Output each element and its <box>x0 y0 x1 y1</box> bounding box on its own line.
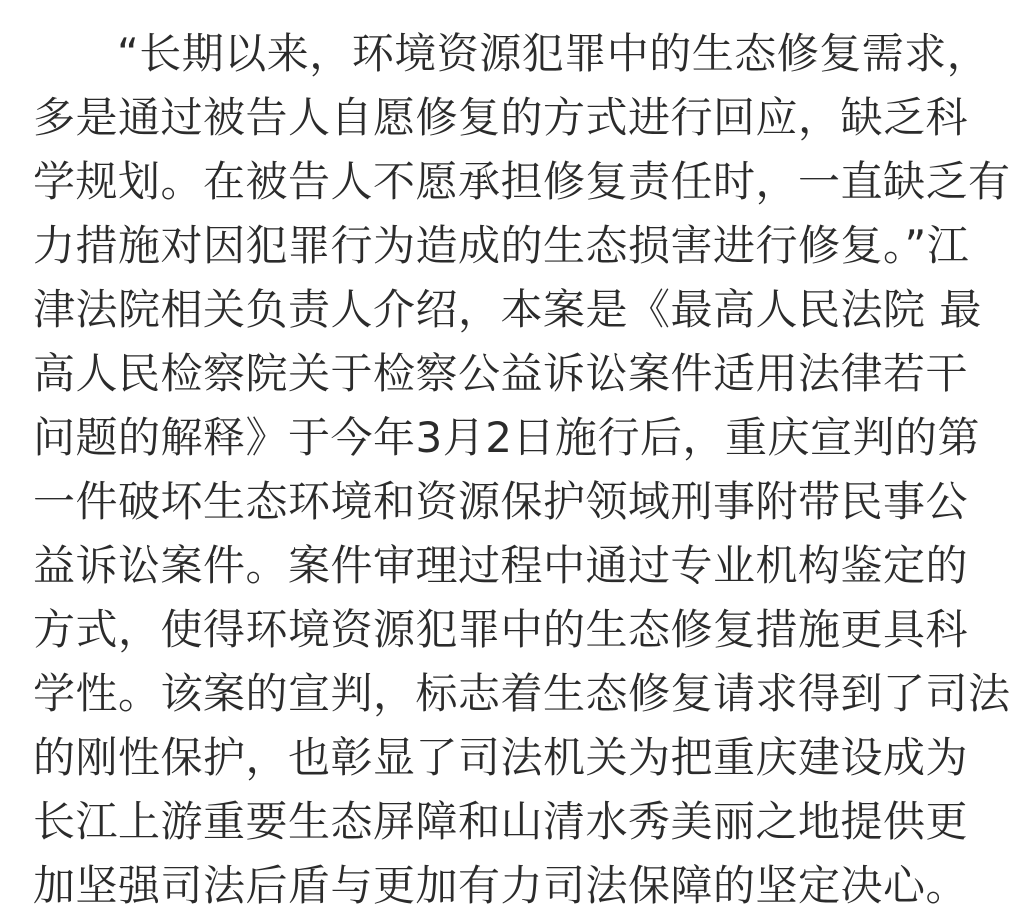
paragraph-line-10: 方式，使得环境资源犯罪中的生态修复措施更具科 <box>33 605 969 654</box>
paragraph-line-13: 长江上游重要生态屏障和山清水秀美丽之地提供更 <box>33 797 969 846</box>
paragraph-line-3: 学规划。在被告人不愿承担修复责任时，一直缺乏有 <box>33 157 1011 206</box>
paragraph-line-5: 津法院相关负责人介绍，本案是《最高人民法院 最 <box>33 285 982 334</box>
paragraph-line-11: 学性。该案的宣判，标志着生态修复请求得到了司法 <box>33 669 1011 718</box>
paragraph-line-4: 力措施对因犯罪行为造成的生态损害进行修复。”江 <box>33 221 970 270</box>
paragraph-line-8: 一件破坏生态环境和资源保护领域刑事附带民事公 <box>33 477 969 526</box>
paragraph-line-7: 问题的解释》于今年3月2日施行后，重庆宣判的第 <box>33 413 980 462</box>
paragraph-line-1: “长期以来，环境资源犯罪中的生态修复需求， <box>117 29 990 78</box>
paragraph-line-9: 益诉讼案件。案件审理过程中通过专业机构鉴定的 <box>33 541 969 590</box>
paragraph-line-2: 多是通过被告人自愿修复的方式进行回应，缺乏科 <box>33 93 969 142</box>
paragraph-line-14: 加坚强司法后盾与更加有力司法保障的坚定决心。 <box>33 861 969 910</box>
paragraph-line-6: 高人民检察院关于检察公益诉讼案件适用法律若干 <box>33 349 969 398</box>
paragraph-line-12: 的刚性保护，也彰显了司法机关为把重庆建设成为 <box>33 733 969 782</box>
